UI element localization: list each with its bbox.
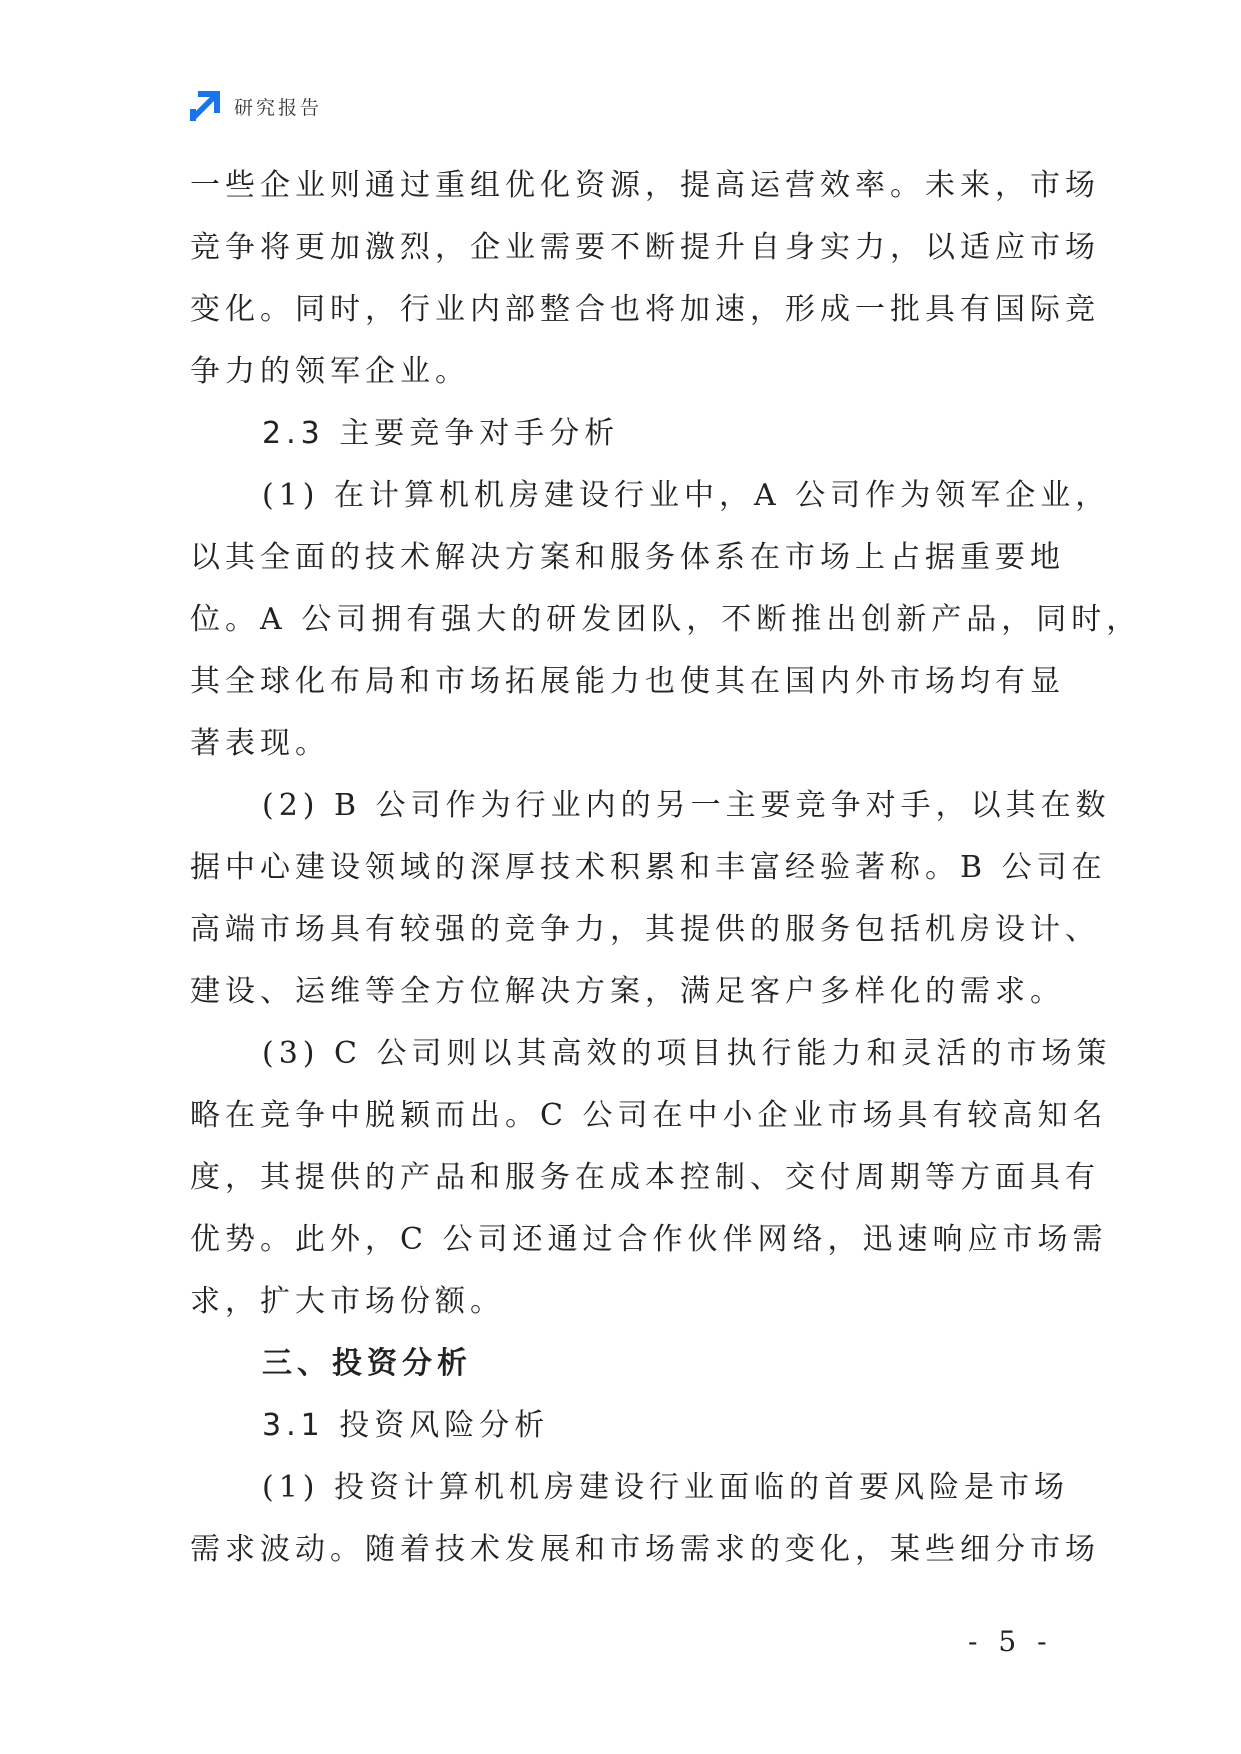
- paragraph-line: 以其全面的技术解决方案和服务体系在市场上占据重要地: [190, 540, 1065, 575]
- paragraph-line: 竞争将更加激烈，企业需要不断提升自身实力，以适应市场: [190, 230, 1100, 265]
- paragraph-line: 求，扩大市场份额。: [190, 1284, 505, 1319]
- section-heading-3: 三、投资分析: [262, 1346, 472, 1381]
- paragraph-line: (3) C 公司则以其高效的项目执行能力和灵活的市场策: [262, 1036, 1112, 1071]
- paragraph-line: 位。A 公司拥有强大的研发团队，不断推出创新产品，同时，: [190, 602, 1142, 637]
- paragraph-line: 优势。此外，C 公司还通过合作伙伴网络，迅速响应市场需: [190, 1222, 1108, 1257]
- paragraph-line: 其全球化布局和市场拓展能力也使其在国内外市场均有显: [190, 664, 1065, 699]
- paragraph-line: 一些企业则通过重组优化资源，提高运营效率。未来，市场: [190, 168, 1100, 203]
- section-heading-2-3: 2.3 主要竞争对手分析: [262, 416, 620, 451]
- document-body: [190, 155, 1142, 1581]
- section-heading-3-1: 3.1 投资风险分析: [262, 1408, 550, 1443]
- paragraph-line: 著表现。: [190, 726, 330, 761]
- paragraph-line: 变化。同时，行业内部整合也将加速，形成一批具有国际竞: [190, 292, 1100, 327]
- paragraph-line: (1) 投资计算机机房建设行业面临的首要风险是市场: [262, 1470, 1070, 1505]
- paragraph-line: (1) 在计算机机房建设行业中，A 公司作为领军企业，: [262, 478, 1111, 513]
- page-header: [188, 88, 322, 124]
- header-title: 研究报告: [234, 96, 323, 119]
- arrow-logo-icon: [188, 89, 222, 123]
- paragraph-line: (2) B 公司作为行业内的另一主要竞争对手，以其在数: [262, 788, 1111, 823]
- paragraph-line: 度，其提供的产品和服务在成本控制、交付周期等方面具有: [190, 1160, 1100, 1195]
- paragraph-line: 略在竞争中脱颖而出。C 公司在中小企业市场具有较高知名: [190, 1098, 1108, 1133]
- paragraph-line: 需求波动。随着技术发展和市场需求的变化，某些细分市场: [190, 1532, 1100, 1567]
- paragraph-line: 高端市场具有较强的竞争力，其提供的服务包括机房设计、: [190, 912, 1100, 947]
- paragraph-line: 争力的领军企业。: [190, 354, 470, 389]
- paragraph-line: 据中心建设领域的深厚技术积累和丰富经验著称。B 公司在: [190, 850, 1107, 885]
- page-number: - 5 -: [968, 1625, 1053, 1658]
- paragraph-line: 建设、运维等全方位解决方案，满足客户多样化的需求。: [190, 974, 1065, 1009]
